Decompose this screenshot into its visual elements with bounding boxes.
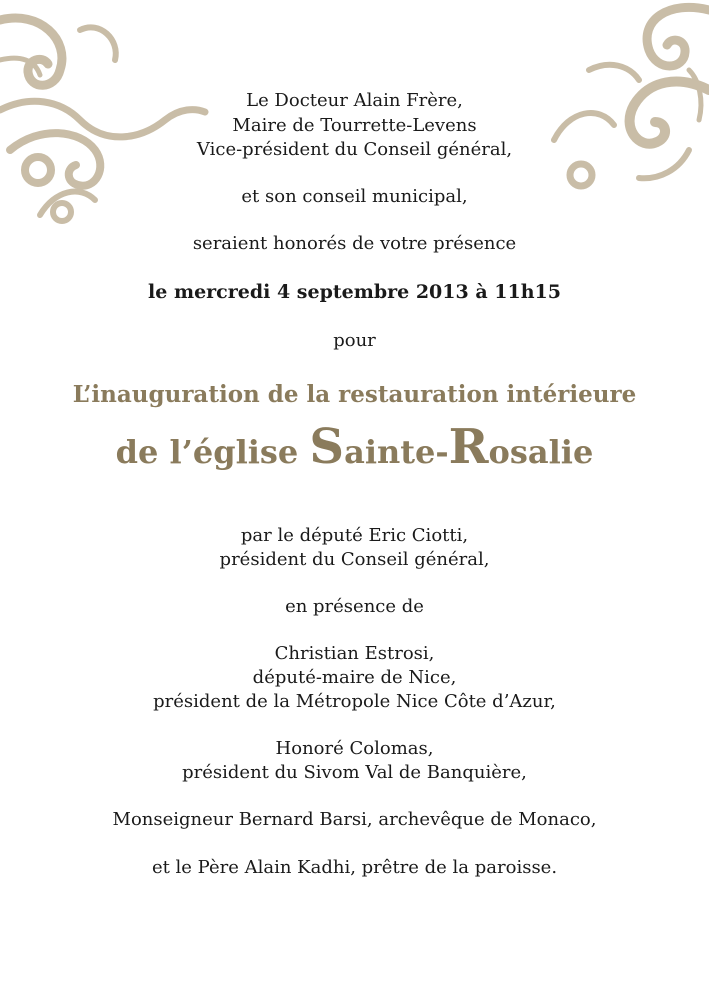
guest-estrosi-title-1: député-maire de Nice, [252,667,457,688]
guest-estrosi-name: Christian Estrosi, [274,643,435,664]
guest-kadhi: et le Père Alain Kadhi, prêtre de la paroisse. [151,857,558,878]
guest-estrosi-title-2: président de la Métropole Nice Côte d’Azur, [153,691,556,712]
event-date: le mercredi 4 septembre 2013 à 11h15 [148,281,561,303]
title-saint-rest: ainte- [344,433,449,471]
by-deputy-line: par le député Eric Ciotti, [240,525,469,546]
presence-line: en présence de [285,596,424,617]
guest-colomas-name: Honoré Colomas, [275,738,434,759]
title-rosalie-rest: osalie [488,433,594,471]
host-title-vice-president: Vice-président du Conseil général, [196,139,513,160]
title-initial-r: R [448,419,489,475]
invitation-line: seraient honorés de votre présence [192,233,517,254]
host-title-mayor: Maire de Tourrette-Levens [232,115,477,136]
title-initial-s: S [309,419,345,475]
event-title-line-2 [0,420,709,479]
host-name: Le Docteur Alain Frère, [246,90,463,111]
guest-colomas-title: président du Sivom Val de Banquière, [182,762,527,783]
title-prefix: de l’église [115,433,310,471]
council-line: et son conseil municipal, [241,186,468,207]
event-title-line-1: L’inauguration de la restauration intérieure [72,381,637,408]
by-deputy-title: président du Conseil général, [219,549,490,570]
pour-line: pour [333,330,376,351]
guest-barsi: Monseigneur Bernard Barsi, archevêque de Monaco, [112,809,597,830]
